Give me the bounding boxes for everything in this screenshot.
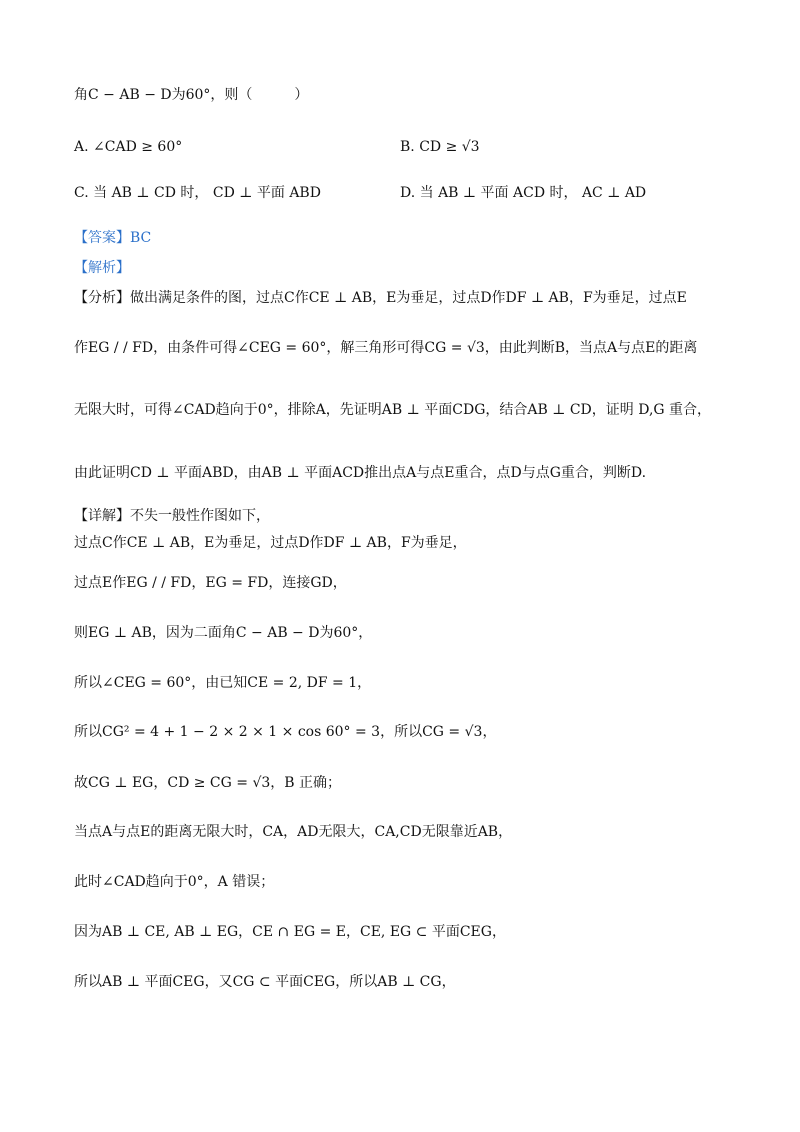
analysis-line-2: 作EG / / FD，由条件可得∠CEG = 60°，解三角形可得CG = √3，由此判断B，当点A与点E的距离: [74, 340, 698, 356]
detail-line-4: 所以∠CEG = 60°，由已知CE = 2, DF = 1，: [74, 675, 372, 691]
detail-line-5: 所以CG² = 4 + 1 − 2 × 2 × 1 × cos 60° = 3，所以CG = √3，: [74, 724, 497, 740]
detail-line-1: 过点C作CE ⊥ AB，E为垂足，过点D作DF ⊥ AB，F为垂足，: [74, 535, 467, 551]
option-b: B. CD ≥ √3: [400, 139, 480, 155]
option-c: C. 当 AB ⊥ CD 时， CD ⊥ 平面 ABD: [74, 185, 321, 201]
detail-line-9: 因为AB ⊥ CE, AB ⊥ EG，CE ∩ EG = E，CE, EG ⊂ 平面CEG，: [74, 924, 506, 940]
analysis-heading: 【解析】: [74, 260, 130, 276]
option-d: D. 当 AB ⊥ 平面 ACD 时， AC ⊥ AD: [400, 185, 647, 201]
detail-line-10: 所以AB ⊥ 平面CEG，又CG ⊂ 平面CEG，所以AB ⊥ CG，: [74, 974, 456, 990]
option-a: A. ∠CAD ≥ 60°: [74, 139, 183, 155]
detail-line-3: 则EG ⊥ AB，因为二面角C − AB − D为60°，: [74, 625, 373, 641]
detail-line-6: 故CG ⊥ EG，CD ≥ CG = √3，B 正确；: [74, 775, 342, 791]
analysis-line-4: 由此证明CD ⊥ 平面ABD，由AB ⊥ 平面ACD推出点A与点E重合，点D与点G重合，判断D.: [74, 465, 647, 481]
answer-line: 【答案】BC: [74, 230, 152, 246]
detail-line-7: 当点A与点E的距离无限大时，CA，AD无限大，CA,CD无限靠近AB，: [74, 824, 513, 840]
detail-line-2: 过点E作EG / / FD，EG = FD，连接GD，: [74, 575, 347, 591]
question-continuation: 角C − AB − D为60°，则（ ）: [74, 87, 309, 103]
detail-line-8: 此时∠CAD趋向于0°，A 错误；: [74, 874, 275, 890]
detail-heading: 【详解】不失一般性作图如下，: [74, 508, 270, 524]
analysis-line-3: 无限大时，可得∠CAD趋向于0°，排除A，先证明AB ⊥ 平面CDG，结合AB ⊥ CD，证明 D,G 重合，: [74, 402, 712, 418]
analysis-line-1: 【分析】做出满足条件的图，过点C作CE ⊥ AB，E为垂足，过点D作DF ⊥ AB，F为垂足，过点E: [74, 290, 687, 306]
